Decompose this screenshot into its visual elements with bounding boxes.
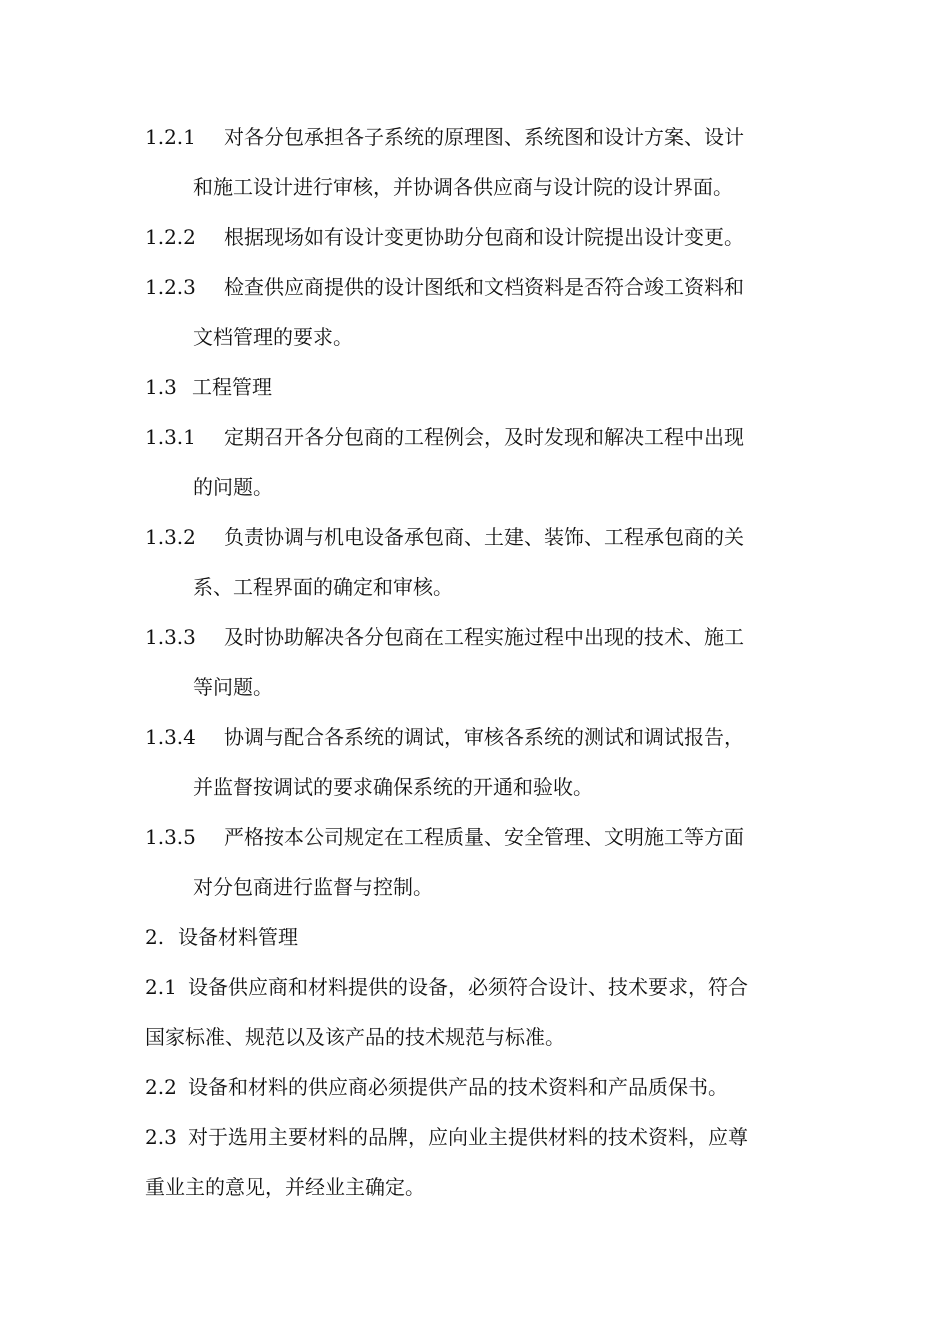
paragraph-2-2 (145, 1062, 815, 1112)
paragraph-1-2-2 (145, 212, 815, 262)
paragraph-text: 对各分包承担各子系统的原理图、系统图和设计方案、设计 (224, 125, 744, 149)
paragraph-continuation-line: 国家标准、规范以及该产品的技术规范与标准。 (145, 1025, 565, 1049)
paragraph-first-line (145, 262, 815, 312)
paragraph-text: 对于选用主要材料的品牌，应向业主提供材料的技术资料，应尊 (188, 1125, 748, 1149)
paragraph-1-3-5 (145, 812, 815, 912)
section-number: 1.3.5 (145, 825, 196, 849)
paragraph-continuation-line: 文档管理的要求。 (193, 325, 353, 349)
paragraph-first-line (145, 212, 815, 262)
paragraph-continuation-line: 重业主的意见，并经业主确定。 (145, 1175, 425, 1199)
paragraph-text: 设备供应商和材料提供的设备，必须符合设计、技术要求，符合 (188, 975, 748, 999)
paragraph-1-2-1 (145, 112, 815, 212)
paragraph-text: 检查供应商提供的设计图纸和文档资料是否符合竣工资料和 (224, 275, 744, 299)
section-number: 2. (145, 925, 165, 949)
section-number: 1.3.4 (145, 725, 196, 749)
paragraph-text: 设备和材料的供应商必须提供产品的技术资料和产品质保书。 (188, 1075, 728, 1099)
paragraph-text: 协调与配合各系统的调试，审核各系统的测试和调试报告， (224, 725, 744, 749)
paragraph-first-line (145, 512, 815, 562)
section-number: 1.3.1 (145, 425, 196, 449)
section-number: 2.1 (145, 975, 177, 999)
paragraph-first-line (145, 412, 815, 462)
section-number: 1.3.3 (145, 625, 196, 649)
paragraph-first-line (145, 362, 815, 412)
paragraph-continuation-line: 的问题。 (193, 475, 273, 499)
section-number: 2.2 (145, 1075, 177, 1099)
paragraph-text: 负责协调与机电设备承包商、土建、装饰、工程承包商的关 (224, 525, 744, 549)
section-number: 1.3 (145, 375, 177, 399)
paragraph-2 (145, 912, 815, 962)
paragraph-1-3 (145, 362, 815, 412)
paragraph-first-line (145, 1112, 815, 1162)
paragraph-continuation-line: 等问题。 (193, 675, 273, 699)
paragraph-text: 设备材料管理 (178, 925, 298, 949)
paragraph-2-3 (145, 1112, 815, 1212)
section-number: 1.2.1 (145, 125, 196, 149)
paragraph-first-line (145, 712, 815, 762)
paragraph-text: 严格按本公司规定在工程质量、安全管理、文明施工等方面 (224, 825, 744, 849)
paragraph-continuation-line: 和施工设计进行审核，并协调各供应商与设计院的设计界面。 (193, 175, 733, 199)
section-number: 1.3.2 (145, 525, 196, 549)
paragraph-text: 根据现场如有设计变更协助分包商和设计院提出设计变更。 (224, 225, 744, 249)
paragraph-1-3-1 (145, 412, 815, 512)
paragraph-2-1 (145, 962, 815, 1062)
paragraph-first-line (145, 112, 815, 162)
paragraph-text: 定期召开各分包商的工程例会，及时发现和解决工程中出现 (224, 425, 744, 449)
paragraph-continuation-line: 并监督按调试的要求确保系统的开通和验收。 (193, 775, 593, 799)
paragraph-text: 工程管理 (192, 375, 272, 399)
document-body (145, 112, 815, 1212)
paragraph-continuation-line: 系、工程界面的确定和审核。 (193, 575, 453, 599)
paragraph-first-line (145, 912, 815, 962)
paragraph-first-line (145, 1062, 815, 1112)
paragraph-first-line (145, 812, 815, 862)
paragraph-1-3-3 (145, 612, 815, 712)
paragraph-continuation-line: 对分包商进行监督与控制。 (193, 875, 433, 899)
section-number: 2.3 (145, 1125, 177, 1149)
section-number: 1.2.3 (145, 275, 196, 299)
paragraph-first-line (145, 962, 815, 1012)
paragraph-1-3-4 (145, 712, 815, 812)
paragraph-text: 及时协助解决各分包商在工程实施过程中出现的技术、施工 (224, 625, 744, 649)
section-number: 1.2.2 (145, 225, 196, 249)
paragraph-1-3-2 (145, 512, 815, 612)
paragraph-first-line (145, 612, 815, 662)
paragraph-1-2-3 (145, 262, 815, 362)
